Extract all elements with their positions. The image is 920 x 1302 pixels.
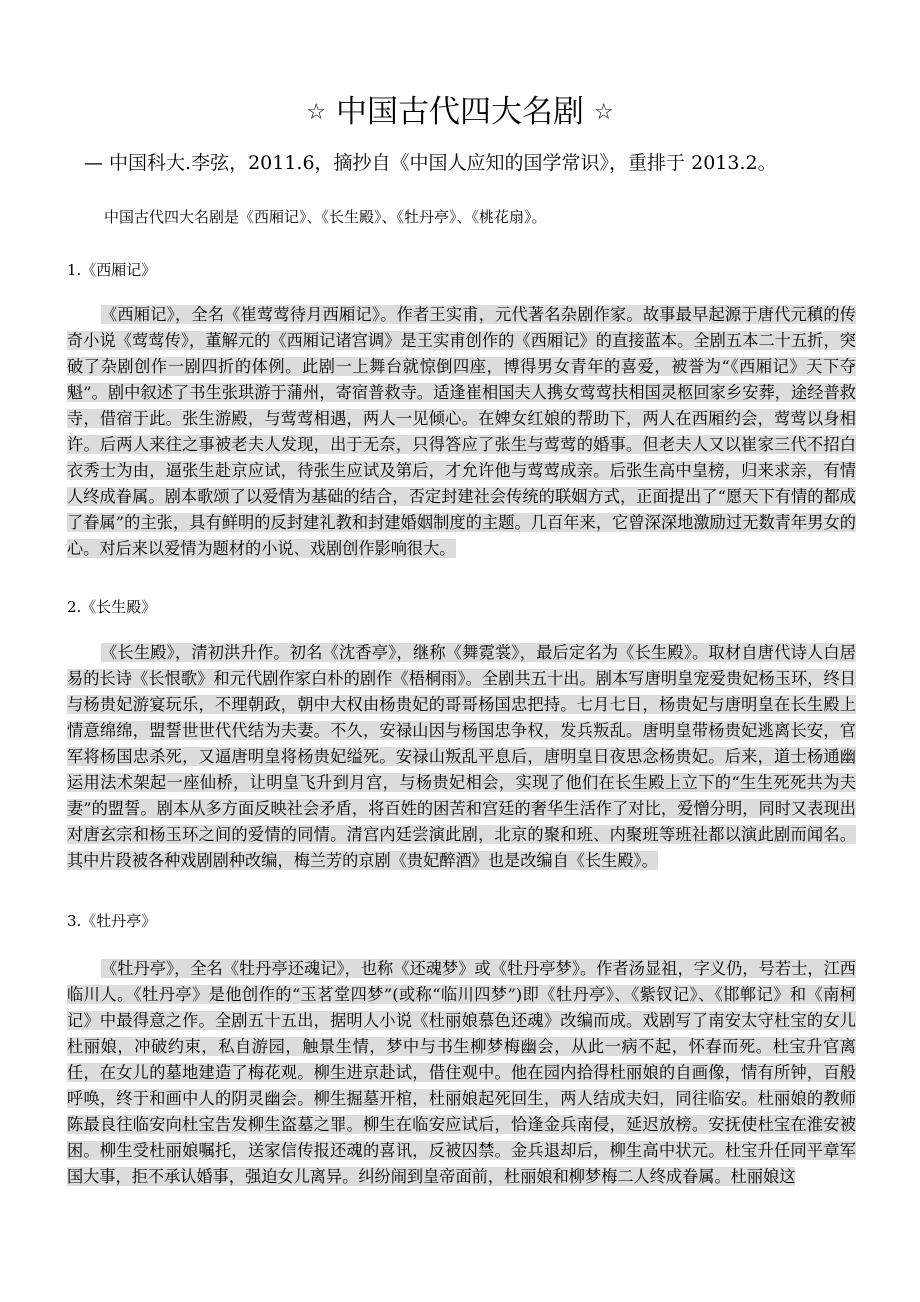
page-title-text: 中国古代四大名剧 xyxy=(336,94,584,130)
section-body-xixiangji xyxy=(67,302,856,562)
intro-paragraph: 中国古代四大名剧是《西厢记》、《长生殿》、《牡丹亭》、《桃花扇》。 xyxy=(104,208,547,226)
section-body-changshengdian xyxy=(67,640,856,874)
highlighted-text: 《长生殿》，清初洪升作。初名《沈香亭》，继称《舞霓裳》，最后定名为《长生殿》。取材自唐代诗人白居易的长诗《长恨歌》和元代剧作家白朴的剧作《梧桐雨》。全剧共五十出。剧本写唐明皇宠爱贵妃杨玉环，终日与杨贵妃游宴玩乐，不理朝政，朝中大权由杨贵妃的哥哥杨国忠把持。七月七日，杨贵妃与唐明皇在长生殿上情意绵绵，盟誓世世代代结为夫妻。不久，安禄山因与杨国忠争权，发兵叛乱。唐明皇带杨贵妃逃离长安，官军将杨国忠杀死，又逼唐明皇将杨贵妃缢死。安禄山叛乱平息后，唐明皇日夜思念杨贵妃。后来，道士杨通幽运用法术架起一座仙桥，让明皇飞升到月宫，与杨贵妃相会，实现了他们在长生殿上立下的“生生死死共为夫妻”的盟誓。剧本从多方面反映社会矛盾，将百姓的困苦和宫廷的奢华生活作了对比，爱憎分明，同时又表现出对唐玄宗和杨玉环之间的爱情的同情。清宫内廷尝演此剧，北京的聚和班、内聚班等班社都以演此剧而闻名。其中片段被各种戏剧剧种改编，梅兰芳的京剧《贵妃醉酒》也是改编自《长生殿》。 xyxy=(67,643,856,870)
highlighted-text: 《西厢记》，全名《崔莺莺待月西厢记》。作者王实甫，元代著名杂剧作家。故事最早起源于唐代元稹的传奇小说《莺莺传》，董解元的《西厢记诸宫调》是王实甫创作的《西厢记》的直接蓝本。全剧五本二十五折，突破了杂剧创作一剧四折的体例。此剧一上舞台就惊倒四座，博得男女青年的喜爱，被誉为“《西厢记》天下夺魁”。剧中叙述了书生张珙游于蒲州，寄宿普救寺。适逢崔相国夫人携女莺莺扶相国灵柩回家乡安葬，途经普救寺，借宿于此。张生游殿，与莺莺相遇，两人一见倾心。在婢女红娘的帮助下，两人在西厢约会，莺莺以身相许。后两人来往之事被老夫人发现，出于无奈，只得答应了张生与莺莺的婚事。但老夫人又以崔家三代不招白衣秀士为由，逼张生赴京应试，待张生应试及第后，才允许他与莺莺成亲。后张生高中皇榜，归来求亲，有情人终成眷属。剧本歌颂了以爱情为基础的结合，否定封建社会传统的联姻方式，正面提出了“愿天下有情的都成了眷属”的主张，具有鲜明的反封建礼教和封建婚姻制度的主题。几百年来，它曾深深地激励过无数青年男女的心。对后来以爱情为题材的小说、戏剧创作影响很大。 xyxy=(67,305,856,558)
section-heading-xixiangji: 1.《西厢记》 xyxy=(67,261,157,279)
section-body-mudanting xyxy=(67,956,856,1208)
highlighted-text: 《牡丹亭》，全名《牡丹亭还魂记》，也称《还魂梦》或《牡丹亭梦》。作者汤显祖，字义仍，号若士，江西临川人。《牡丹亭》是他创作的“玉茗堂四梦”(或称“临川四梦”)即《牡丹亭》、《紫钗记》、《邯郸记》和《南柯记》中最得意之作。全剧五十五出，据明人小说《杜丽娘慕色还魂》改编而成。戏剧写了南安太守杜宝的女儿杜丽娘，冲破约束，私自游园，触景生情，梦中与书生柳梦梅幽会，从此一病不起，怀春而死。杜宝升官离任，在女儿的墓地建造了梅花观。柳生进京赴试，借住观中。他在园内拾得杜丽娘的自画像，情有所钟，百般呼唤，终于和画中人的阴灵幽会。柳生掘墓开棺，杜丽娘起死回生，两人结成夫妇，同往临安。杜丽娘的教师陈最良往临安向杜宝告发柳生盗墓之罪。柳生在临安应试后，恰逢金兵南侵，延迟放榜。安抚使杜宝在淮安被困。柳生受杜丽娘嘱托，送家信传报还魂的喜讯，反被囚禁。金兵退却后，柳生高中状元。杜宝升任同平章军国大事，拒不承认婚事，强迫女儿离异。纠纷闹到皇帝面前，杜丽娘和柳梦梅二人终成眷属。杜丽娘这 xyxy=(67,959,856,1186)
page-title xyxy=(0,92,920,133)
star-icon-right: ☆ xyxy=(593,100,614,125)
section-heading-mudanting: 3.《牡丹亭》 xyxy=(67,912,157,930)
star-icon-left: ☆ xyxy=(306,100,327,125)
section-heading-changshengdian: 2.《长生殿》 xyxy=(67,598,157,616)
byline: — 中国科大.李弦，2011.6，摘抄自《中国人应知的国学常识》，重排于 2013.2。 xyxy=(84,152,777,174)
